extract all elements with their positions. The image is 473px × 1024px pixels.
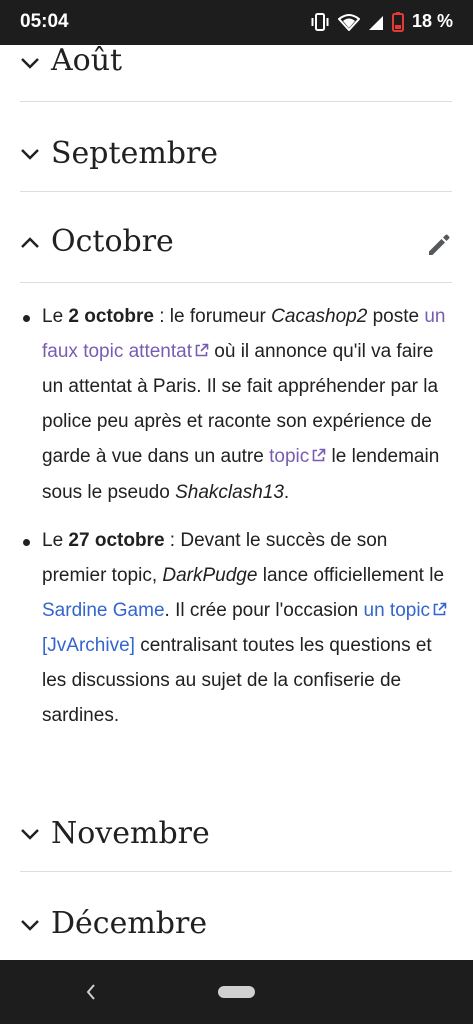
list-item: Le 27 octobre : Devant le succès de son premier topic, DarkPudge lance officiellement le Sardine Game. Il crée pour l'occasion un topic [JvArchive] centralisant toutes les questions et les discussions au sujet de la confiserie de sardines. xyxy=(20,524,452,733)
list-item: Le 2 octobre : le forumeur Cacashop2 poste un faux topic attentat où il annonce qu'il va faire un attentat à Paris. Il se fait appréhender par la police peu après et raconte son expérience de garde à vue dans un autre topic le lendemain sous le pseudo Shakclash13. xyxy=(20,300,452,510)
section-title-septembre: Septembre xyxy=(51,136,219,171)
external-link-icon xyxy=(432,595,447,630)
section-title-aout: Août xyxy=(51,45,123,78)
section-aout[interactable] xyxy=(20,45,452,102)
back-icon[interactable] xyxy=(84,982,98,1007)
chevron-down-icon xyxy=(20,56,40,75)
chevron-down-icon xyxy=(20,827,40,846)
un-topic-link[interactable]: un topic xyxy=(363,599,431,621)
wifi-icon xyxy=(338,13,360,31)
section-novembre[interactable] xyxy=(20,812,452,872)
external-link-icon xyxy=(194,336,209,371)
section-octobre[interactable] xyxy=(20,192,452,283)
sardine-game-link[interactable]: Sardine Game xyxy=(42,599,165,621)
section-septembre[interactable] xyxy=(20,102,452,192)
battery-icon xyxy=(392,12,404,32)
chevron-up-icon xyxy=(20,236,40,255)
jvarchive-link[interactable]: [JvArchive] xyxy=(42,635,135,657)
chevron-down-icon xyxy=(20,147,40,166)
status-icons xyxy=(310,11,453,32)
battery-percent: 18 % xyxy=(411,11,453,31)
system-nav-bar xyxy=(0,960,473,1024)
topic-link[interactable]: topic xyxy=(269,445,310,467)
status-bar xyxy=(0,0,473,45)
signal-icon xyxy=(368,13,384,31)
vibrate-icon xyxy=(310,13,330,31)
chevron-down-icon xyxy=(20,918,40,937)
section-decembre[interactable] xyxy=(20,872,452,960)
section-title-decembre: Décembre xyxy=(51,906,208,941)
external-link-icon xyxy=(311,441,326,476)
status-time: 05:04 xyxy=(20,11,69,32)
section-title-octobre: Octobre xyxy=(51,224,174,259)
faux-topic-link[interactable]: un faux topic attentat xyxy=(42,306,446,362)
section-title-novembre: Novembre xyxy=(51,816,210,851)
pencil-icon[interactable] xyxy=(426,232,452,263)
home-pill[interactable] xyxy=(218,986,255,998)
october-events-list xyxy=(20,300,452,747)
page-content xyxy=(0,45,473,960)
